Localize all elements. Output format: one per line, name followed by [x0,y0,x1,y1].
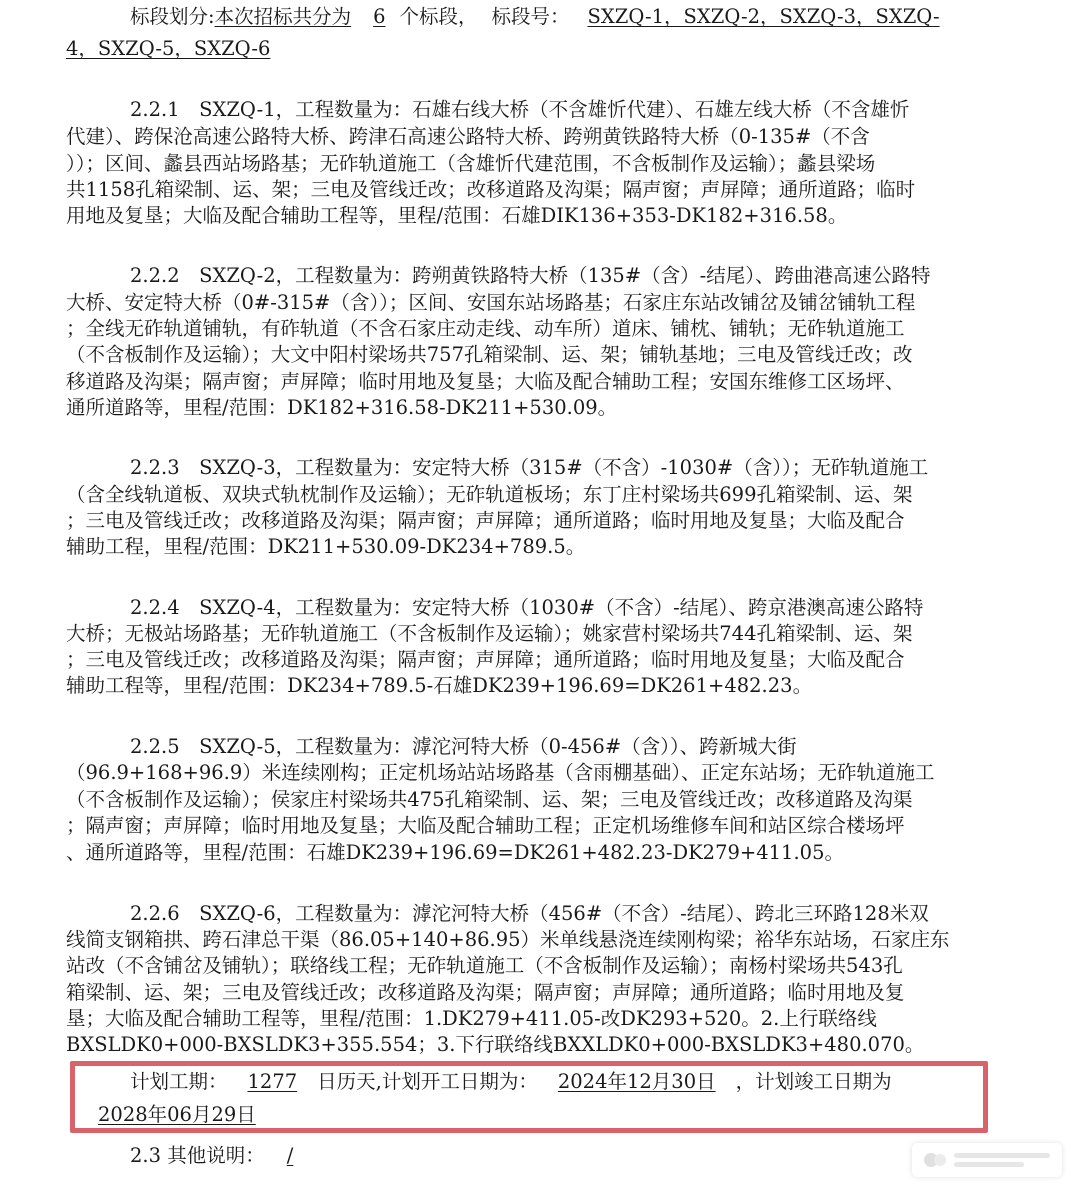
schedule-line-1 [130,1069,1080,1095]
paragraph-line: ；全线无砟轨道铺轨，有砟轨道（不含石家庄动走线、动车所）道床、铺枕、铺轨；无砟轨道施工 [66,317,905,340]
paragraph-line: 站改（不含铺岔及铺轨）；联络线工程；无砟轨道施工（不含板制作及运输）；南杨村梁场共543孔 [66,954,903,977]
paragraph-line: ；三电及管线迁改；改移道路及沟渠；隔声窗；声屏障；通所道路；临时用地及复垦；大临及配合 [66,648,905,671]
schedule-text2: ，计划竣工日期为 [735,1070,892,1093]
paragraph-line: 垦；大临及配合辅助工程等，里程/范围：1.DK279+411.05-改DK293+520。2.上行联络线 [66,1007,877,1030]
paragraph-line: 、通所道路等，里程/范围：石雄DK239+196.69=DK261+482.23-DK279+411.05。 [66,841,844,864]
bid-section-text2: 个标段， [399,5,478,28]
watermark-badge [912,1143,1062,1177]
paragraph-line: 2.2.5 SXZQ-5，工程数量为：滹沱河特大桥（0-456#（含））、跨新城大街 [130,735,797,758]
paragraph-line: （含全线轨道板、双块式轨枕制作及运输）；无砟轨道板场；东丁庄村梁场共699孔箱梁制、运、架 [66,483,913,506]
paragraph-line: 移道路及沟渠；隔声窗；声屏障；临时用地及复垦；大临及配合辅助工程；安国东维修工区场坪、 [66,370,905,393]
paragraph-line: ；隔声窗；声屏障；临时用地及复垦；大临及配合辅助工程；正定机场维修车间和站区综合楼场坪 [66,814,905,837]
bid-section-header [130,4,1080,30]
segment-list-line2 [66,36,1026,62]
schedule-end-date: 2028年06月29日 [98,1103,256,1126]
watermark-bars [954,1153,1050,1167]
segment-list-a: SXZQ-1，SXZQ-2，SXZQ-3，SXZQ- [587,5,940,28]
paragraph-line: 箱梁制、运、架；三电及管线迁改；改移道路及沟渠；隔声窗；声屏障；通所道路；临时用地及复 [66,981,905,1004]
logo-icon [922,1150,948,1170]
paragraph-line: 2.2.4 SXZQ-4，工程数量为：安定特大桥（1030#（不含）-结尾）、跨京港澳高速公路特 [130,596,924,619]
bid-section-label: 标段划分: [130,5,215,28]
paragraph-line: 代建）、跨保沧高速公路特大桥、跨津石高速公路特大桥、跨朔黄铁路特大桥（0-135#（不含 [66,125,870,148]
paragraph-line: 2.2.2 SXZQ-2，工程数量为：跨朔黄铁路特大桥（135#（含）-结尾）、跨曲港高速公路特 [130,264,931,287]
paragraph-line: 线简支钢箱拱、跨石津总干渠（86.05+140+86.95）米单线悬浇连续刚构梁；裕华东站场，石家庄东 [66,928,950,951]
paragraph-line: ；三电及管线迁改；改移道路及沟渠；隔声窗；声屏障；通所道路；临时用地及复垦；大临及配合 [66,509,905,532]
schedule-days: 1277 [247,1070,298,1093]
paragraph-line: 2.2.1 SXZQ-1，工程数量为：石雄右线大桥（不含雄忻代建）、石雄左线大桥（不含雄忻 [130,98,910,121]
paragraph-line: 通所道路等，里程/范围：DK182+316.58-DK211+530.09。 [66,396,618,419]
schedule-start-date: 2024年12月30日 [557,1070,716,1093]
paragraph-line: ））；区间、蠡县西站场路基；无砟轨道施工（含雄忻代建范围，不含板制作及运输）；蠡县梁场 [66,152,876,175]
schedule-label: 计划工期： [130,1070,228,1093]
bid-section-text: 本次招标共分为 6 [214,5,386,28]
paragraph-line: 共1158孔箱梁制、运、架；三电及管线迁改；改移道路及沟渠；隔声窗；声屏障；通所道路；临时 [66,178,916,201]
paragraph-line: 大桥；无极站场路基；无砟轨道施工（不含板制作及运输）；姚家营村梁场共744孔箱梁制、运、架 [66,622,913,645]
segment-list-b: 4，SXZQ-5，SXZQ-6 [66,37,271,60]
segment-label: 标段号： [491,5,570,28]
paragraph-line: 大桥、安定特大桥（0#-315#（含））；区间、安国东站场路基；石家庄东站改铺岔及铺岔铺轨工程 [66,291,916,314]
paragraph-line: 辅助工程，里程/范围：DK211+530.09-DK234+789.5。 [66,535,586,558]
schedule-line-2 [90,1102,1050,1128]
other-notes-value: / [286,1144,294,1167]
paragraph-line: （不含板制作及运输）；侯家庄村梁场共475孔箱梁制、运、架；三电及管线迁改；改移道路及沟渠 [66,788,913,811]
paragraph-line: （不含板制作及运输）；大文中阳村梁场共757孔箱梁制、运、架；铺轨基地；三电及管线迁改；改 [66,343,913,366]
schedule-text1: 日历天,计划开工日期为： [317,1070,538,1093]
paragraph-line: 2.2.3 SXZQ-3，工程数量为：安定特大桥（315#（不含）-1030#（含））；无砟轨道施工 [130,456,929,479]
other-notes-label: 2.3 其他说明： [130,1144,265,1167]
paragraph-line: 用地及复垦；大临及配合辅助工程等，里程/范围：石雄DIK136+353-DK182+316.58。 [66,204,848,227]
paragraph-line: （96.9+168+96.9）米连续刚构；正定机场站站场路基（含雨棚基础）、正定东站场；无砟轨道施工 [66,761,935,784]
paragraph-line: 2.2.6 SXZQ-6，工程数量为：滹沱河特大桥（456#（不含）-结尾）、跨北三环路128米双 [130,902,929,925]
paragraph-line: 辅助工程等，里程/范围：DK234+789.5-石雄DK239+196.69=DK261+482.23。 [66,674,813,697]
paragraph-line: BXSLDK0+000-BXSLDK3+355.554；3.下行联络线BXXLDK0+000-BXSLDK3+480.070。 [66,1033,925,1056]
